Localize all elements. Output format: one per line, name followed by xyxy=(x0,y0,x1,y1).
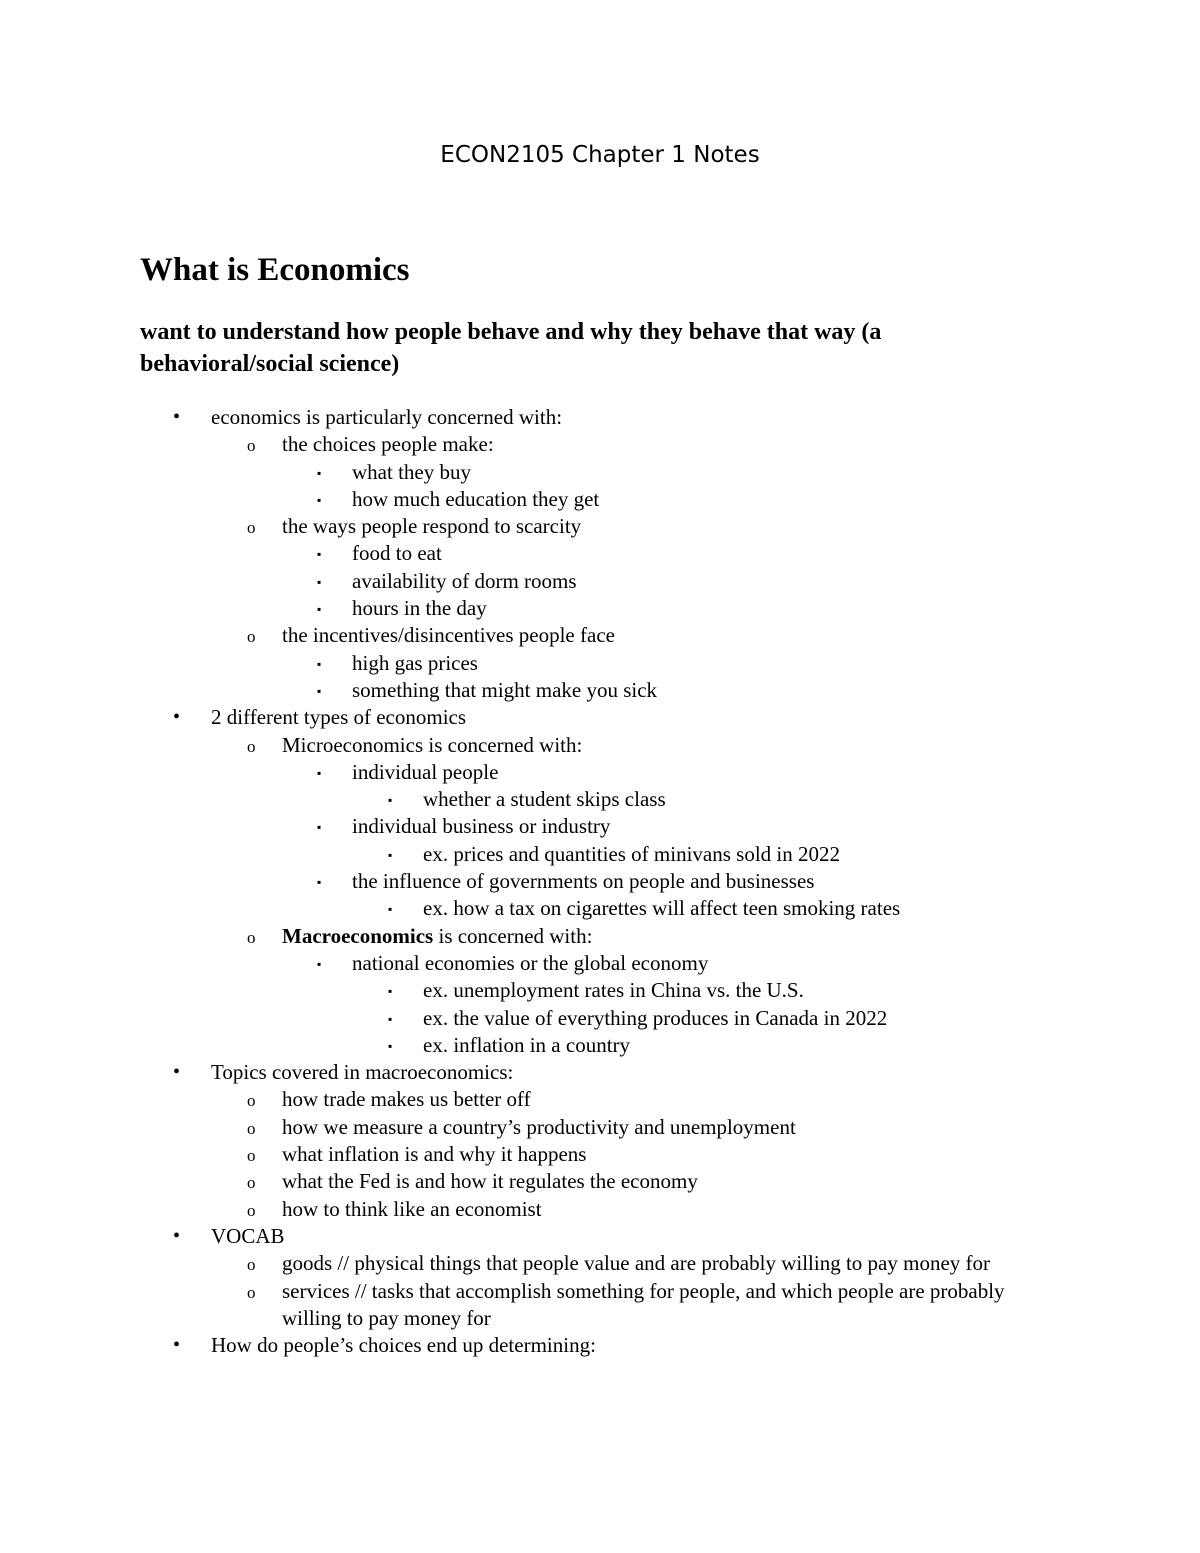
list-item-text: individual business or industry xyxy=(352,814,611,839)
bullet-marker: o xyxy=(247,1200,256,1220)
list-item-text: the choices people make: xyxy=(282,432,494,457)
bullet-marker: • xyxy=(173,1061,181,1084)
list-item xyxy=(317,950,1042,977)
list-item xyxy=(388,841,1043,868)
bullet-marker: ▪ xyxy=(388,902,393,917)
bullet-marker: o xyxy=(247,736,256,756)
list-item xyxy=(247,1086,1052,1113)
list-item-text: economics is particularly concerned with: xyxy=(211,405,563,429)
list-item-text: the influence of governments on people and businesses xyxy=(352,869,815,894)
list-item xyxy=(388,786,1043,813)
list-item-text: How do people’s choices end up determining: xyxy=(211,1333,596,1358)
document-title: ECON2105 Chapter 1 Notes xyxy=(440,142,760,168)
list-item-bold-term: Macroeconomics xyxy=(282,923,434,948)
list-item-text: food to eat xyxy=(352,541,442,566)
list-item-text: the ways people respond to scarcity xyxy=(282,514,582,539)
list-item xyxy=(173,1059,1041,1086)
list-item-text: goods // physical things that people value and are probably willing to pay money for xyxy=(282,1251,991,1276)
list-item xyxy=(317,568,1042,595)
list-item xyxy=(388,895,1043,922)
list-item xyxy=(247,622,1052,649)
bullet-marker: ▪ xyxy=(388,984,393,999)
bullet-marker: o xyxy=(247,1173,256,1193)
bullet-marker: ▪ xyxy=(317,602,322,617)
list-item xyxy=(317,459,1042,486)
bullet-marker: • xyxy=(173,706,181,729)
section-subheading: want to understand how people behave and why they behave that way (a behavioral/social science) xyxy=(140,319,882,377)
bullet-marker: • xyxy=(173,1224,181,1247)
list-item-text: Microeconomics is concerned with: xyxy=(282,732,583,757)
list-item-text: what they buy xyxy=(352,459,471,484)
notes-outline xyxy=(0,404,1200,1359)
list-item xyxy=(317,486,1042,513)
list-item-text: VOCAB xyxy=(211,1223,285,1248)
list-item xyxy=(388,1005,1043,1032)
list-item-text: ex. how a tax on cigarettes will affect teen smoking rates xyxy=(423,896,901,921)
list-item xyxy=(317,650,1042,677)
list-item-text: how to think like an economist xyxy=(282,1196,542,1221)
bullet-marker: ▪ xyxy=(388,1038,393,1053)
list-item xyxy=(247,1250,1052,1277)
list-item xyxy=(388,1032,1043,1059)
list-item xyxy=(173,1332,1041,1359)
list-item-text: is concerned with: xyxy=(433,923,593,948)
list-item-text: services // tasks that accomplish something for people, and which people are probably willing to pay money for xyxy=(282,1278,1005,1330)
bullet-marker: o xyxy=(247,518,256,538)
bullet-marker: • xyxy=(173,406,181,428)
bullet-marker: ▪ xyxy=(388,1011,393,1026)
bullet-marker: ▪ xyxy=(317,956,322,971)
bullet-marker: ▪ xyxy=(317,465,322,480)
list-item-text: what inflation is and why it happens xyxy=(282,1142,587,1167)
list-item-text: something that might make you sick xyxy=(352,677,658,702)
list-item xyxy=(247,1168,1052,1195)
list-item xyxy=(388,977,1043,1004)
list-item xyxy=(247,1196,1052,1223)
list-item xyxy=(247,513,1052,540)
list-item-text: ex. unemployment rates in China vs. the U.S. xyxy=(423,978,804,1003)
section-heading: What is Economics xyxy=(140,252,410,288)
list-item xyxy=(247,1141,1052,1168)
bullet-marker: o xyxy=(247,927,256,947)
bullet-marker: ▪ xyxy=(317,683,322,698)
list-item xyxy=(247,1114,1052,1141)
bullet-marker: o xyxy=(247,627,256,647)
list-item xyxy=(317,595,1042,622)
list-item-text: ex. inflation in a country xyxy=(423,1032,631,1057)
list-item-text: high gas prices xyxy=(352,650,478,675)
list-item-text: whether a student skips class xyxy=(423,787,666,812)
list-item xyxy=(317,759,1042,786)
bullet-marker: ▪ xyxy=(317,765,322,780)
bullet-marker: o xyxy=(247,436,256,456)
list-item xyxy=(247,923,1052,950)
bullet-marker: ▪ xyxy=(317,656,322,671)
bullet-marker: ▪ xyxy=(317,820,322,835)
bullet-marker: ▪ xyxy=(317,492,322,507)
list-item xyxy=(247,431,1052,458)
bullet-marker: • xyxy=(173,1334,181,1357)
list-item xyxy=(317,540,1042,567)
list-item-text: ex. the value of everything produces in Canada in 2022 xyxy=(423,1005,888,1030)
list-item xyxy=(247,1278,1052,1333)
bullet-marker: ▪ xyxy=(317,574,322,589)
list-item xyxy=(173,704,1041,731)
list-item xyxy=(173,1223,1041,1250)
list-item xyxy=(317,677,1042,704)
bullet-marker: ▪ xyxy=(317,875,322,890)
list-item-text: what the Fed is and how it regulates the economy xyxy=(282,1169,698,1194)
list-item xyxy=(317,868,1042,895)
list-item-text: how much education they get xyxy=(352,486,600,511)
list-item-text: Topics covered in macroeconomics: xyxy=(211,1060,514,1085)
bullet-marker: o xyxy=(247,1282,256,1302)
list-item-text: 2 different types of economics xyxy=(211,705,467,730)
bullet-marker: o xyxy=(247,1118,256,1138)
list-item-text: how we measure a country’s productivity and unemployment xyxy=(282,1114,796,1139)
list-item-text: individual people xyxy=(352,759,499,784)
bullet-marker: o xyxy=(247,1146,256,1166)
list-item xyxy=(173,404,1041,431)
list-item-text: hours in the day xyxy=(352,596,487,621)
list-item xyxy=(247,732,1052,759)
bullet-marker: ▪ xyxy=(388,847,393,862)
list-item-text: ex. prices and quantities of minivans sold in 2022 xyxy=(423,841,841,866)
list-item-text: how trade makes us better off xyxy=(282,1087,531,1112)
bullet-marker: o xyxy=(247,1255,256,1275)
bullet-marker: ▪ xyxy=(388,793,393,808)
list-item xyxy=(317,813,1042,840)
list-item-text: national economies or the global economy xyxy=(352,950,709,975)
list-item-text: availability of dorm rooms xyxy=(352,568,577,593)
list-item-text: the incentives/disincentives people face xyxy=(282,623,615,648)
bullet-marker: o xyxy=(247,1091,256,1111)
bullet-marker: ▪ xyxy=(317,547,322,562)
